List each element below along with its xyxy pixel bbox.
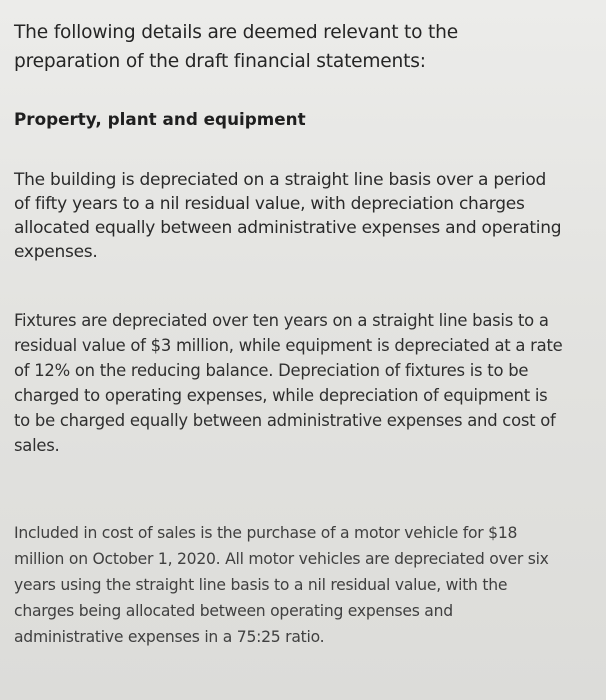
section-heading: Property, plant and equipment bbox=[14, 109, 306, 129]
paragraph-fixtures-equipment-depreciation: Fixtures are depreciated over ten years on a straight line basis to a residual value of $3 million, while equipment is depreciated at a rate of 12% on the reducing balance. Depreciation of fixtures is to be charged to operating expenses, while depreciation of equipment is to be charged equally between administrative expenses and cost of sales. bbox=[14, 311, 563, 455]
paragraph-motor-vehicle: Included in cost of sales is the purchase of a motor vehicle for $18 million on October 1, 2020. All motor vehicles are depreciated over six years using the straight line basis to a nil residual value, with the charges being allocated between operating expenses and administrative expenses in a 75:25 ratio. bbox=[14, 524, 549, 646]
paragraph-building-depreciation: The building is depreciated on a straight line basis over a period of fifty years to a nil residual value, with depreciation charges allocated equally between administrative expenses and operating expenses. bbox=[14, 170, 562, 262]
intro-text: The following details are deemed relevant to the preparation of the draft financial statements: bbox=[14, 22, 458, 72]
